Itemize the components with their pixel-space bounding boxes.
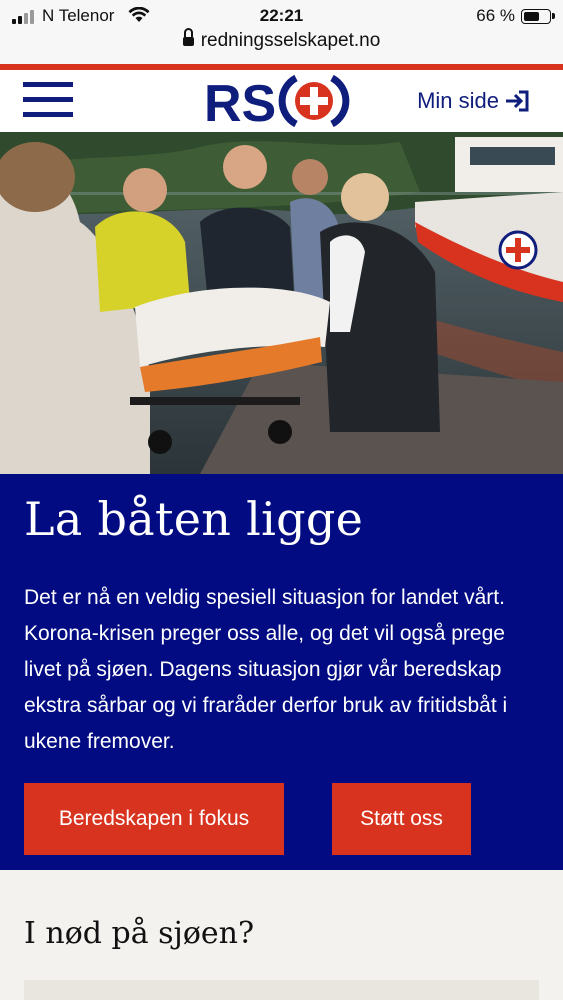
rs-logo[interactable] bbox=[204, 74, 360, 128]
preparedness-button[interactable]: Beredskapen i fokus bbox=[24, 783, 284, 855]
site-header bbox=[0, 70, 563, 132]
battery-icon bbox=[521, 9, 551, 24]
hero-panel bbox=[0, 474, 563, 870]
support-us-button[interactable]: Støtt oss bbox=[332, 783, 471, 855]
my-page-label: Min side bbox=[417, 88, 499, 113]
hero-body: Det er nå en veldig spesiell situasjon for landet vårt. Korona-krisen preger oss alle, og det vil også prege livet på sjøen. Dagens situasjon gjør vår beredskap ekstra sårbar og vi fraråder derfor bruk av fritidsbåt i ukene fremover. bbox=[24, 586, 508, 753]
clock: 22:21 bbox=[259, 6, 304, 25]
address-bar[interactable] bbox=[0, 30, 563, 52]
login-icon bbox=[505, 90, 529, 112]
menu-icon[interactable] bbox=[23, 80, 73, 120]
distress-section bbox=[0, 870, 563, 1000]
hero-title: La båten ligge bbox=[24, 492, 364, 546]
url-text: redningsselskapet.no bbox=[200, 30, 381, 51]
logo-text: RS bbox=[204, 75, 277, 128]
my-page-link[interactable] bbox=[417, 88, 529, 114]
section-heading: I nød på sjøen? bbox=[24, 916, 255, 951]
lock-icon bbox=[183, 34, 194, 47]
battery-percent: 66 % bbox=[476, 6, 515, 25]
hero-image bbox=[0, 132, 563, 474]
carrier-name: N Telenor bbox=[42, 6, 115, 25]
rescue-scene-photo bbox=[0, 132, 563, 474]
section-card[interactable] bbox=[24, 980, 539, 1000]
status-bar bbox=[0, 0, 563, 64]
